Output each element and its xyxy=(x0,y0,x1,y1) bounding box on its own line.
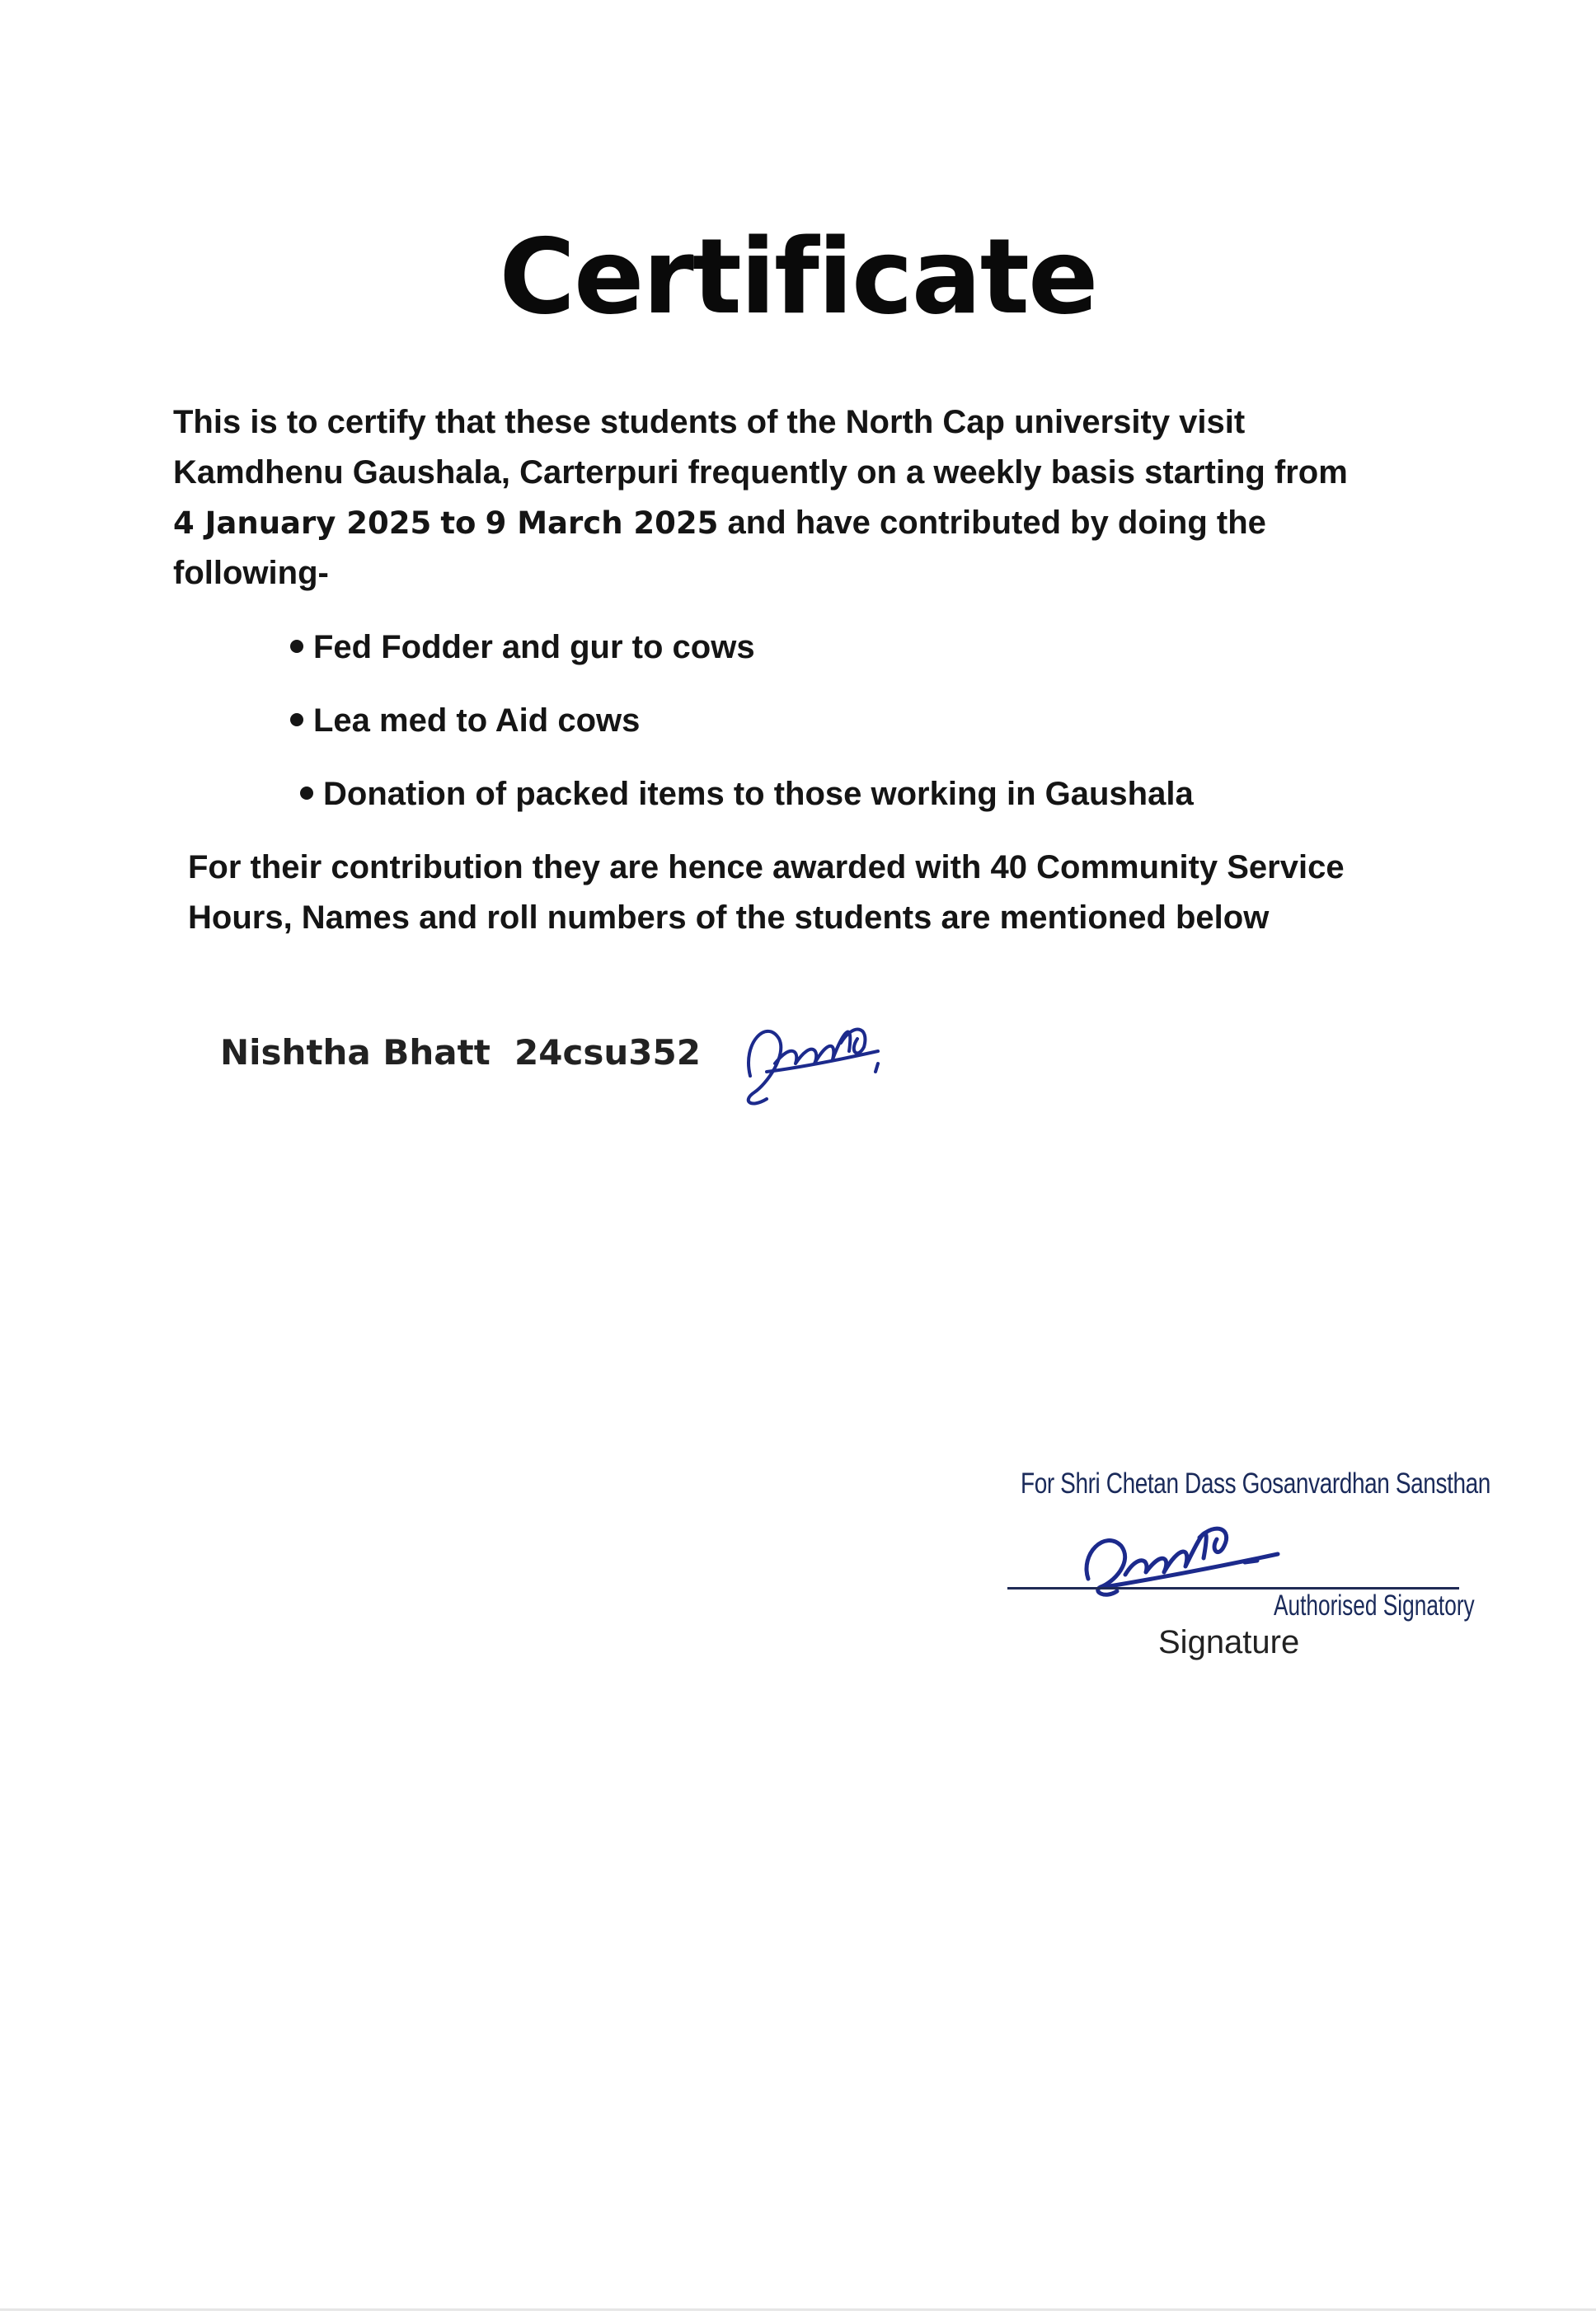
end-date: 9 March 2025 xyxy=(485,505,719,541)
signatory-role: Authorised Signatory xyxy=(1274,1590,1475,1622)
activity-text: Donation of packed items to those working in Gaushala xyxy=(323,776,1194,812)
page-bottom-divider xyxy=(0,2308,1596,2311)
bullet-icon xyxy=(300,787,313,800)
bullet-icon xyxy=(290,713,303,726)
award-hours: 40 xyxy=(990,849,1027,885)
activity-list xyxy=(290,620,1194,840)
date-separator: to xyxy=(440,505,476,541)
activity-text: Lea med to Aid cows xyxy=(313,702,641,739)
certificate-intro xyxy=(173,397,1459,599)
signature-label: Signature xyxy=(1158,1624,1300,1660)
intro-line-1: This is to certify that these students of the North Cap university visit xyxy=(173,404,1246,440)
start-date: 4 January 2025 xyxy=(173,505,432,541)
student-entry xyxy=(220,1032,701,1073)
award-line-2: Hours, Names and roll numbers of the students are mentioned below xyxy=(188,899,1270,936)
list-item xyxy=(300,767,1194,840)
student-roll: 24csu352 xyxy=(514,1032,701,1073)
list-item xyxy=(290,693,1194,767)
list-item xyxy=(290,620,1194,693)
bullet-icon xyxy=(290,640,303,653)
intro-line-3 xyxy=(173,498,1459,548)
award-suffix: Community Service xyxy=(1036,849,1345,885)
award-prefix: For their contribution they are hence awarded with xyxy=(188,849,982,885)
student-signature-icon xyxy=(717,993,890,1117)
student-name: Nishtha Bhatt xyxy=(220,1032,491,1073)
intro-line-3-rest: and have contributed by doing the xyxy=(727,505,1266,541)
award-statement xyxy=(188,843,1474,943)
signatory-organization: For Shri Chetan Dass Gosanvardhan Sansthan xyxy=(1021,1467,1490,1500)
certificate-title: Certificate xyxy=(499,216,1097,337)
activity-text: Fed Fodder and gur to cows xyxy=(313,629,755,665)
intro-line-2: Kamdhenu Gaushala, Carterpuri frequently on a weekly basis starting from xyxy=(173,454,1348,491)
award-line-1 xyxy=(188,843,1474,893)
intro-line-4: following- xyxy=(173,555,329,591)
